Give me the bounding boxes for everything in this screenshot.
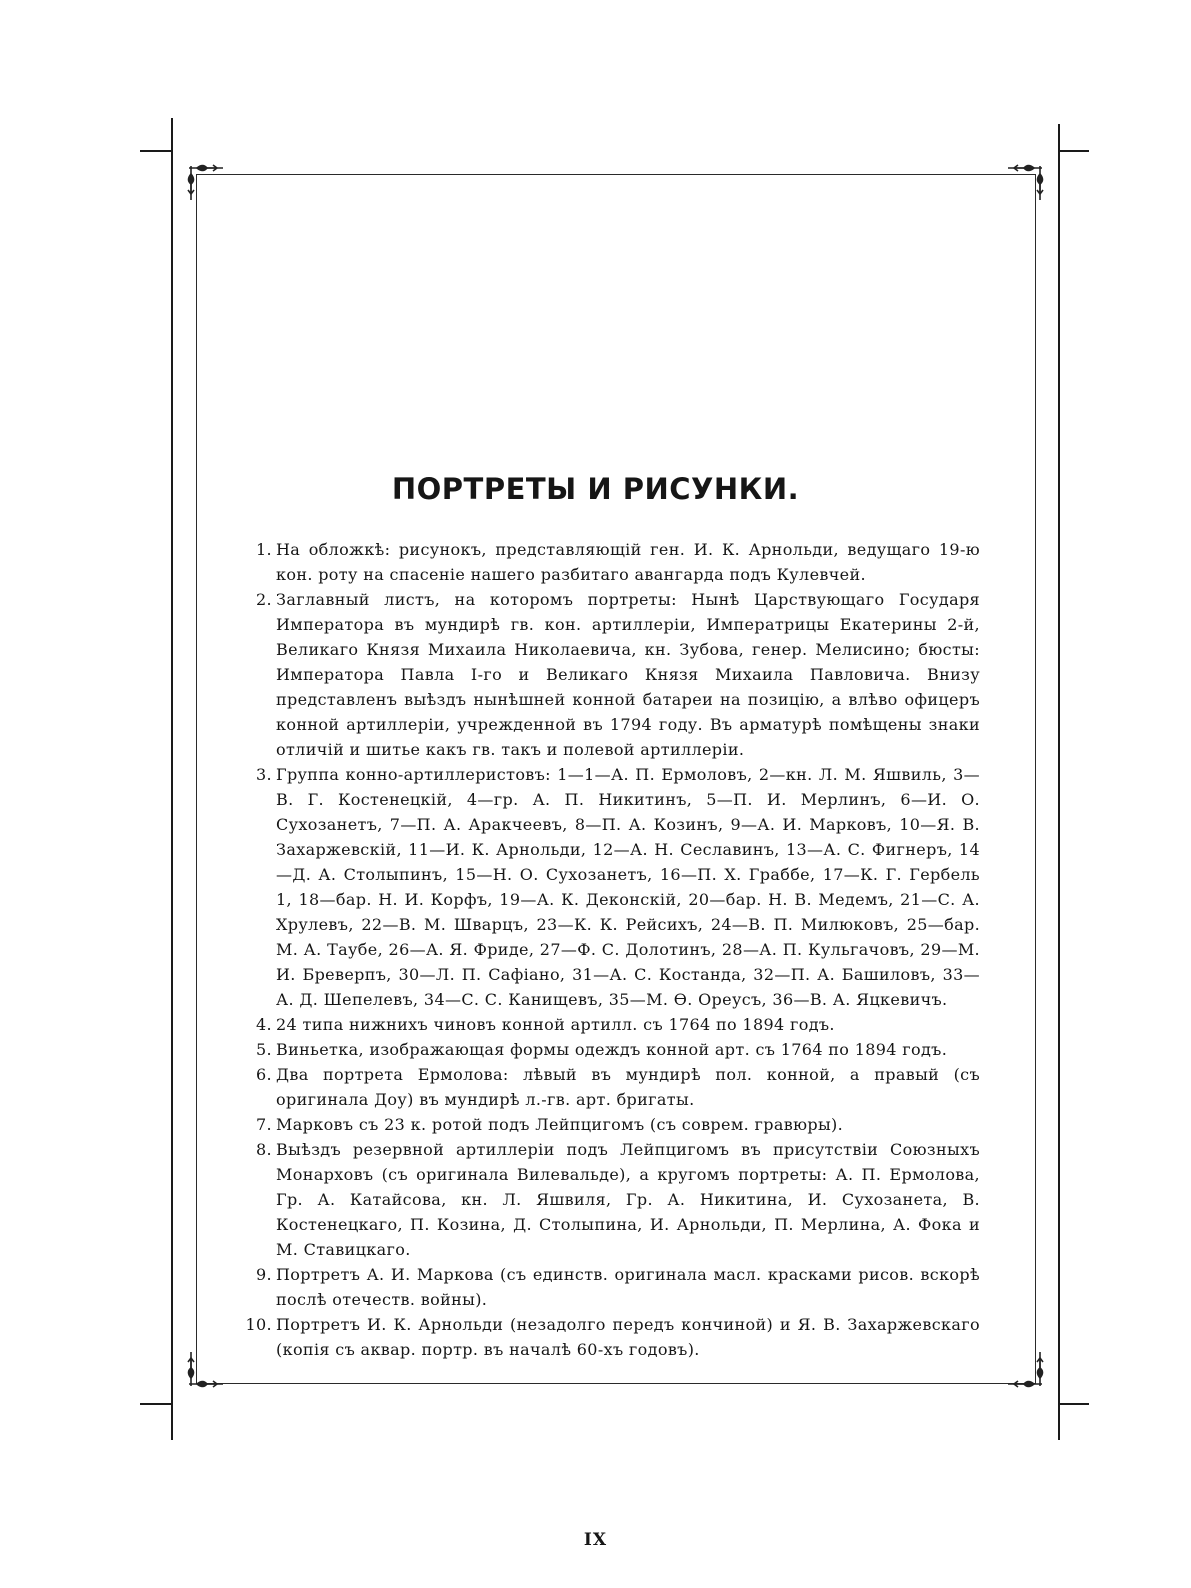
item-text: Марковъ съ 23 к. ротой подъ Лейпцигомъ (съ соврем. гравюры). [276, 1115, 844, 1134]
list-item [234, 1037, 980, 1062]
frame-top-left-tick [140, 150, 172, 152]
item-number: 6. [256, 1065, 272, 1084]
item-text: На обложкѣ: рисунокъ, представляющій ген. И. К. Арнольди, ведущаго 19-ю кон. роту на спасеніе нашего разбитаго авангарда подъ Кулевчей. [276, 540, 980, 584]
list-item [234, 537, 980, 587]
item-number: 4. [256, 1015, 272, 1034]
corner-ornament-icon [183, 1346, 229, 1392]
item-text: Группа конно-артиллеристовъ: 1—1—А. П. Ермоловъ, 2—кн. Л. М. Яшвиль, 3—В. Г. Костенецкій, 4—гр. А. П. Никитинъ, 5—П. И. Мерлинъ, 6—И. О. Сухозанетъ, 7—П. А. Аракчеевъ, 8—П. А. Козинъ, 9—А. И. Марковъ, 10—Я. В. Захаржевскій, 11—И. К. Арнольди, 12—А. Н. Сеславинъ, 13—А. С. Фигнеръ, 14—Д. А. Столыпинъ, 15—Н. О. Сухозанетъ, 16—П. X. Граббе, 17—К. Г. Гербель 1, 18—бар. Н. И. Корфъ, 19—А. К. Деконскій, 20—бар. Н. В. Медемъ, 21—С. А. Хрулевъ, 22—В. М. Шварцъ, 23—К. К. Рейсихъ, 24—В. П. Милюковъ, 25—бар. М. А. Таубе, 26—А. Я. Фриде, 27—Ф. С. Долотинъ, 28—А. П. Кульгачовъ, 29—М. И. Бреверпъ, 30—Л. П. Сафіано, 31—А. С. Костанда, 32—П. А. Башиловъ, 33—А. Д. Шепелевъ, 34—С. С. Канищевъ, 35—М. Ѳ. Ореусъ, 36—В. А. Яцкевичъ. [276, 765, 980, 1009]
item-number: 1. [256, 540, 272, 559]
item-text: Заглавный листъ, на которомъ портреты: Нынѣ Царствующаго Государя Императора въ мундирѣ гв. кон. артиллеріи, Императрицы Екатерины 2-й, Великаго Князя Михаила Николаевича, кн. Зубова, генер. Мелисино; бюсты: Императора Павла I-го и Великаго Князя Михаила Павловича. Внизу представленъ выѣздъ нынѣшней конной батареи на позицію, а влѣво офицеръ конной артиллеріи, учрежденной въ 1794 году. Въ арматурѣ помѣщены знаки отличій и шитье какъ гв. такъ и полевой артиллеріи. [276, 590, 980, 759]
illustration-list [234, 537, 980, 1362]
item-number: 8. [256, 1140, 272, 1159]
item-number: 3. [256, 765, 272, 784]
corner-ornament-icon [1002, 1346, 1048, 1392]
item-number: 10. [245, 1315, 272, 1334]
item-text: Портретъ И. К. Арнольди (незадолго передъ кончиной) и Я. В. Захаржевскаго (копія съ аквар. портр. въ началѣ 60-хъ годовъ). [276, 1315, 980, 1359]
item-text: Виньетка, изображающая формы одеждъ конной арт. съ 1764 по 1894 годъ. [276, 1040, 948, 1059]
list-item [234, 1262, 980, 1312]
item-text: Портретъ А. И. Маркова (съ единств. оригинала масл. красками рисов. вскорѣ послѣ отечеств. войны). [276, 1265, 980, 1309]
frame-right-rule [1058, 124, 1060, 1440]
item-number: 7. [256, 1115, 272, 1134]
page-title: ПОРТРЕТЫ И РИСУНКИ. [391, 472, 800, 506]
frame-bottom-left-tick [140, 1403, 172, 1405]
list-item [234, 1137, 980, 1262]
list-item [234, 1112, 980, 1137]
list-item [234, 1312, 980, 1362]
frame-bottom-right-tick [1059, 1403, 1089, 1405]
list-item [234, 762, 980, 1012]
item-number: 5. [256, 1040, 272, 1059]
list-item [234, 1012, 980, 1037]
page-number: IX [583, 1530, 608, 1550]
corner-ornament-icon [1002, 160, 1048, 206]
item-text: 24 типа нижнихъ чиновъ конной артилл. съ 1764 по 1894 годъ. [276, 1015, 835, 1034]
frame-top-right-tick [1059, 150, 1089, 152]
list-item [234, 1062, 980, 1112]
frame-left-rule [171, 118, 173, 1440]
item-text: Два портрета Ермолова: лѣвый въ мундирѣ пол. конной, а правый (съ оригинала Доу) въ мундирѣ л.-гв. арт. бригаты. [276, 1065, 980, 1109]
list-item [234, 587, 980, 762]
item-number: 2. [256, 590, 272, 609]
corner-ornament-icon [183, 160, 229, 206]
item-number: 9. [256, 1265, 272, 1284]
item-text: Выѣздъ резервной артиллеріи подъ Лейпцигомъ въ присутствіи Союзныхъ Монарховъ (съ оригинала Вилевальде), а кругомъ портреты: А. П. Ермолова, Гр. А. Катайсова, кн. Л. Яшвиля, Гр. А. Никитина, И. Сухозанета, В. Костенецкаго, П. Козина, Д. Столыпина, И. Арнольди, П. Мерлина, А. Фока и М. Ставицкаго. [276, 1140, 980, 1259]
